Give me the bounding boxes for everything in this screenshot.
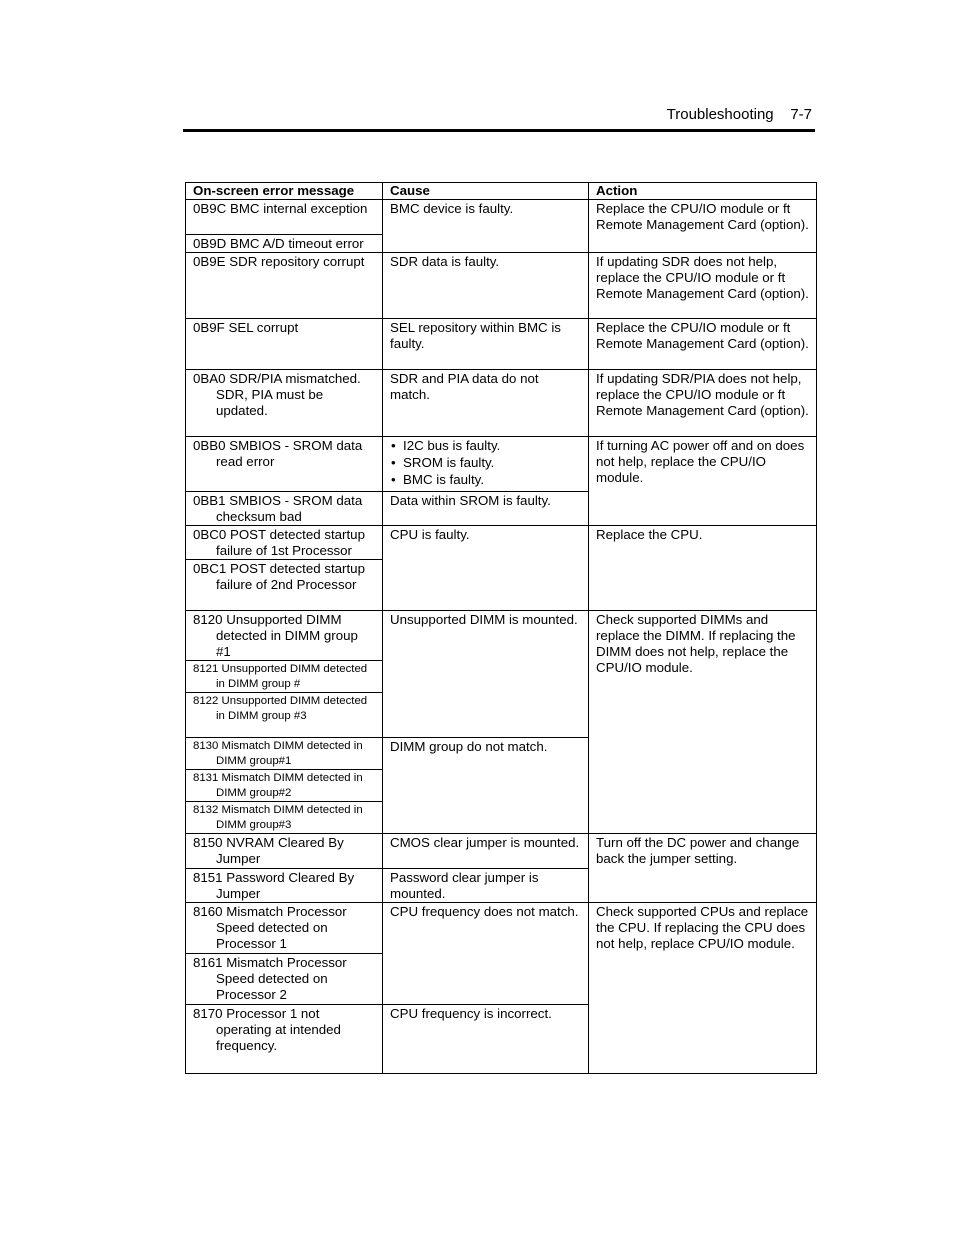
error-message: 0B9F SEL corrupt (186, 319, 383, 370)
error-message: 0B9D BMC A/D timeout error (186, 235, 383, 253)
error-cause: CPU frequency is incorrect. (383, 1005, 589, 1074)
error-action: Replace the CPU/IO module or ft Remote Management Card (option). (589, 200, 817, 253)
error-action: Check supported CPUs and replace the CPU. If replacing the CPU does not help, replace CPU/IO module. (589, 903, 817, 1074)
error-action: Turn off the DC power and change back the jumper setting. (589, 834, 817, 903)
error-cause: CPU is faulty. (383, 526, 589, 611)
error-message: 0BB0 SMBIOS - SROM data read error (186, 437, 383, 492)
header-rule (183, 129, 815, 132)
error-action: If updating SDR does not help, replace the CPU/IO module or ft Remote Management Card (option). (589, 253, 817, 319)
col-header-message: On-screen error message (186, 183, 383, 200)
cause-list-item: • BMC is faulty. (403, 472, 582, 488)
table-row (186, 200, 817, 235)
table-row (186, 611, 817, 661)
error-message: 0BC0 POST detected startup failure of 1st Processor (186, 526, 383, 560)
error-cause: CMOS clear jumper is mounted. (383, 834, 589, 869)
error-action: If updating SDR/PIA does not help, replace the CPU/IO module or ft Remote Management Card (option). (589, 370, 817, 437)
error-message: 0B9E SDR repository corrupt (186, 253, 383, 319)
error-message: 8150 NVRAM Cleared By Jumper (186, 834, 383, 869)
table-row (186, 834, 817, 869)
error-message: 8151 Password Cleared By Jumper (186, 869, 383, 903)
col-header-action: Action (589, 183, 817, 200)
error-cause: SDR and PIA data do not match. (383, 370, 589, 437)
col-header-cause: Cause (383, 183, 589, 200)
error-message: 8122 Unsupported DIMM detected in DIMM group #3 (186, 693, 383, 738)
cause-list (390, 438, 582, 488)
error-cause: Data within SROM is faulty. (383, 492, 589, 526)
section-title: Troubleshooting (666, 106, 774, 123)
error-cause: DIMM group do not match. (383, 738, 589, 834)
error-message: 0B9C BMC internal exception (186, 200, 383, 235)
error-message: 8131 Mismatch DIMM detected in DIMM group#2 (186, 770, 383, 802)
error-message: 0BA0 SDR/PIA mismatched. SDR, PIA must be updated. (186, 370, 383, 437)
table-row (186, 253, 817, 319)
error-message: 8132 Mismatch DIMM detected in DIMM group#3 (186, 802, 383, 834)
cause-list-item: • I2C bus is faulty. (403, 438, 582, 454)
error-cause: BMC device is faulty. (383, 200, 589, 253)
header-row (186, 183, 817, 200)
error-message: 8161 Mismatch Processor Speed detected on Processor 2 (186, 954, 383, 1005)
table-row (186, 437, 817, 492)
error-action: Check supported DIMMs and replace the DIMM. If replacing the DIMM does not help, replace the CPU/IO module. (589, 611, 817, 834)
table-header (186, 183, 817, 200)
error-action: Replace the CPU. (589, 526, 817, 611)
error-cause (383, 437, 589, 492)
error-message: 0BC1 POST detected startup failure of 2nd Processor (186, 560, 383, 611)
error-cause: CPU frequency does not match. (383, 903, 589, 1005)
error-message-table (185, 182, 817, 1074)
error-message: 8160 Mismatch Processor Speed detected on Processor 1 (186, 903, 383, 954)
error-cause: Password clear jumper is mounted. (383, 869, 589, 903)
table-row (186, 319, 817, 370)
error-message: 8170 Processor 1 not operating at intended frequency. (186, 1005, 383, 1074)
running-header (0, 106, 812, 123)
error-message: 8130 Mismatch DIMM detected in DIMM group#1 (186, 738, 383, 770)
error-message: 8120 Unsupported DIMM detected in DIMM group #1 (186, 611, 383, 661)
table-row (186, 370, 817, 437)
error-message: 8121 Unsupported DIMM detected in DIMM group # (186, 661, 383, 693)
table-row (186, 526, 817, 560)
error-message: 0BB1 SMBIOS - SROM data checksum bad (186, 492, 383, 526)
error-action: Replace the CPU/IO module or ft Remote Management Card (option). (589, 319, 817, 370)
error-action: If turning AC power off and on does not help, replace the CPU/IO module. (589, 437, 817, 526)
error-cause: SDR data is faulty. (383, 253, 589, 319)
error-cause: Unsupported DIMM is mounted. (383, 611, 589, 738)
table-row (186, 903, 817, 954)
error-cause: SEL repository within BMC is faulty. (383, 319, 589, 370)
cause-list-item: • SROM is faulty. (403, 455, 582, 471)
page-number: 7-7 (790, 106, 812, 123)
